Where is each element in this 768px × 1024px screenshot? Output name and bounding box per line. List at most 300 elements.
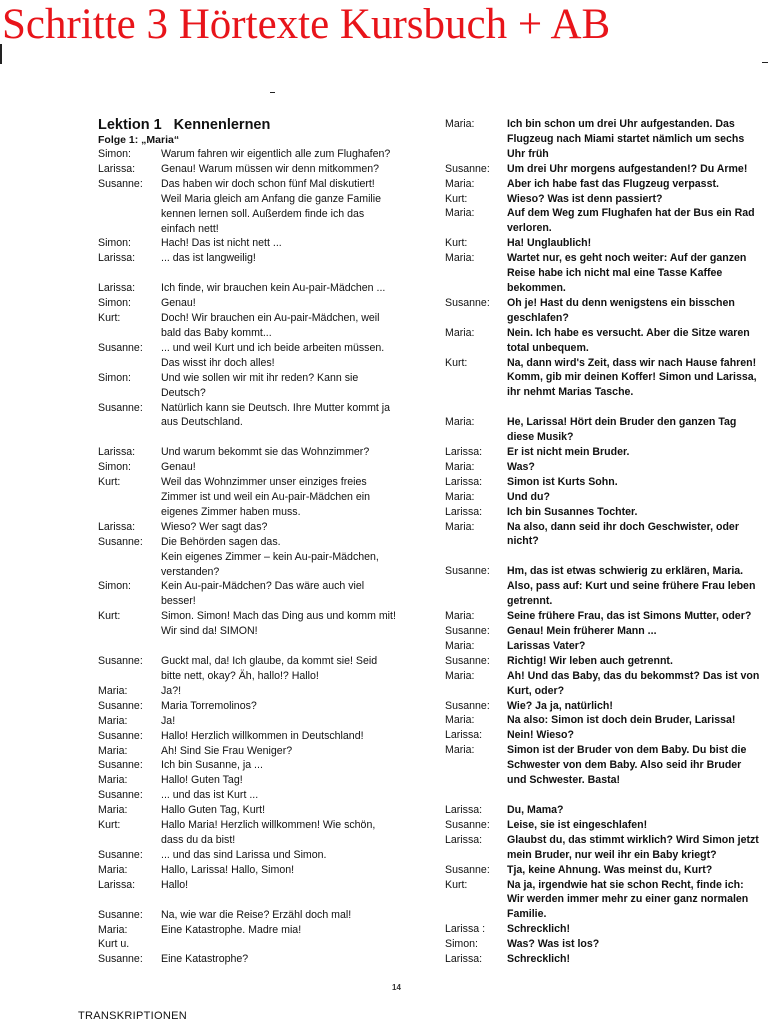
dialogue-line xyxy=(98,147,420,162)
dialogue-line xyxy=(445,460,765,475)
dialogue-line xyxy=(445,177,765,192)
dialogue-text: Also, pass auf: Kurt und seine frühere Frau leben xyxy=(507,580,756,593)
dialogue-text: nicht? xyxy=(507,535,539,548)
dialogue-text: aus Deutschland. xyxy=(161,416,243,429)
dialogue-text: Das wisst ihr doch alles! xyxy=(161,356,275,369)
dialogue-line xyxy=(445,162,765,177)
dialogue-line xyxy=(445,594,765,609)
dialogue-text: He, Larissa! Hört dein Bruder den ganzen Tag xyxy=(507,416,737,429)
dialogue-text: Weil Maria gleich am Anfang die ganze Familie xyxy=(161,192,382,205)
dialogue-line xyxy=(445,475,765,490)
dialogue-line xyxy=(445,370,765,385)
speaker-label: Susanne: xyxy=(98,655,143,668)
speaker-label: Kurt: xyxy=(445,192,468,205)
dialogue-text: Warum fahren wir eigentlich alle zum Flughafen? xyxy=(161,148,391,160)
speaker-label: Simon: xyxy=(445,938,478,951)
dialogue-text: ... und weil Kurt und ich beide arbeiten müssen. xyxy=(161,341,385,354)
dialogue-line xyxy=(445,922,765,937)
dialogue-text: Was? Was ist los? xyxy=(507,938,600,951)
speaker-label: Larissa: xyxy=(445,953,483,966)
speaker-label: Maria: xyxy=(445,460,475,473)
dialogue-line xyxy=(98,579,420,594)
speaker-label: Simon: xyxy=(98,371,131,384)
dialogue-text xyxy=(161,937,420,952)
speaker-label: Maria: xyxy=(445,744,475,757)
dialogue-text: Simon ist Kurts Sohn. xyxy=(507,475,618,488)
dialogue-text: Die Behörden sagen das. xyxy=(161,535,281,548)
dialogue-line xyxy=(98,162,420,177)
speaker-label xyxy=(98,833,161,848)
speaker-label: Susanne: xyxy=(98,848,143,861)
dialogue-text: Und wie sollen wir mit ihr reden? Kann sie xyxy=(161,371,359,384)
dialogue-line xyxy=(98,803,420,818)
episode-title: Folge 1: „Maria“ xyxy=(98,134,180,146)
speaker-label xyxy=(98,192,161,207)
dialogue-text: Genau! Mein früherer Mann ... xyxy=(507,625,657,637)
speaker-label: Kurt: xyxy=(445,356,468,369)
dialogue-text: Auf dem Weg zum Flughafen hat der Bus ein Rad xyxy=(507,207,755,220)
dialogue-line xyxy=(445,192,765,207)
dialogue-line xyxy=(445,221,765,236)
dialogue-line xyxy=(98,773,420,788)
dialogue-line xyxy=(98,565,420,580)
dialogue-line xyxy=(98,729,420,744)
dialogue-line xyxy=(98,341,420,356)
dialogue-text: verloren. xyxy=(507,222,552,235)
dialogue-line xyxy=(98,654,420,669)
dialogue-line xyxy=(445,713,765,728)
dialogue-text: Wieso? Wer sagt das? xyxy=(161,520,268,533)
dialogue-text: Aber ich habe fast das Flugzeug verpasst. xyxy=(507,177,719,190)
speaker-label: Maria: xyxy=(445,177,475,190)
dialogue-text: Leise, sie ist eingeschlafen! xyxy=(507,818,648,831)
speaker-label: Larissa: xyxy=(98,878,136,891)
margin-mark xyxy=(270,92,275,93)
scene-break xyxy=(98,430,420,445)
dialogue-line xyxy=(445,937,765,952)
speaker-label xyxy=(445,147,507,162)
speaker-label: Maria: xyxy=(445,669,475,682)
dialogue-text: Wie? Ja ja, natürlich! xyxy=(507,699,613,712)
speaker-label: Susanne: xyxy=(98,699,143,712)
speaker-label xyxy=(445,579,507,594)
dialogue-text: Glaubst du, das stimmt wirklich? Wird Simon jetzt xyxy=(507,833,759,846)
speaker-label: Larissa: xyxy=(98,162,136,175)
lesson-title: Kennenlernen xyxy=(173,117,271,133)
dialogue-text: Seine frühere Frau, das ist Simons Mutter, oder? xyxy=(507,610,752,623)
dialogue-line xyxy=(98,684,420,699)
speaker-label xyxy=(445,430,507,445)
page-number: 14 xyxy=(392,983,401,992)
dialogue-text: Larissas Vater? xyxy=(507,639,586,652)
dialogue-text: Ja?! xyxy=(161,684,182,697)
speaker-label xyxy=(445,341,507,356)
dialogue-text: kennen lernen soll. Außerdem finde ich das xyxy=(161,207,365,220)
speaker-label: Kurt: xyxy=(98,819,121,832)
dialogue-text: Kein Au-pair-Mädchen? Das wäre auch viel xyxy=(161,580,365,593)
dialogue-text: bitte nett, okay? Äh, hallo!? Hallo! xyxy=(161,670,319,682)
dialogue-line xyxy=(98,788,420,803)
dialogue-line xyxy=(98,415,420,430)
dialogue-text: Ja! xyxy=(161,714,176,727)
speaker-label: Susanne: xyxy=(98,401,143,414)
speaker-label: Maria: xyxy=(98,923,128,936)
dialogue-text: Na also: Simon ist doch dein Bruder, Larissa! xyxy=(507,714,736,727)
dialogue-line xyxy=(445,803,765,818)
dialogue-line xyxy=(445,878,765,893)
dialogue-line xyxy=(445,385,765,400)
speaker-label xyxy=(98,415,161,430)
speaker-label xyxy=(445,311,507,326)
dialogue-text: Maria Torremolinos? xyxy=(161,699,257,712)
dialogue-text: Hallo! Guten Tag! xyxy=(161,774,243,787)
speaker-label: Simon: xyxy=(98,580,131,593)
dialogue-text: Ich finde, wir brauchen kein Au-pair-Mädchen ... xyxy=(161,282,386,295)
speaker-label: Maria: xyxy=(445,490,475,503)
dialogue-text: Richtig! Wir leben auch getrennt. xyxy=(507,654,673,667)
transcript-column-left xyxy=(98,117,420,967)
speaker-label: Susanne: xyxy=(445,654,490,667)
dialogue-text: Hach! Das ist nicht nett ... xyxy=(161,237,282,250)
dialogue-text: ihr nehmt Marias Tasche. xyxy=(507,386,634,399)
dialogue-line xyxy=(445,639,765,654)
dialogue-text: Ha! Unglaublich! xyxy=(507,237,592,250)
dialogue-line xyxy=(98,490,420,505)
dialogue-line xyxy=(98,520,420,535)
dialogue-line xyxy=(98,818,420,833)
dialogue-text: Hallo Guten Tag, Kurt! xyxy=(161,804,266,817)
dialogue-line xyxy=(445,326,765,341)
dialogue-line xyxy=(445,132,765,147)
dialogue-text: Na ja, irgendwie hat sie schon Recht, finde ich: xyxy=(507,878,744,891)
dialogue-text: Das haben wir doch schon fünf Mal diskutiert! xyxy=(161,177,375,190)
speaker-label: Maria: xyxy=(445,118,475,130)
speaker-label: Larissa : xyxy=(445,923,486,936)
speaker-label: Susanne: xyxy=(445,296,490,309)
dialogue-line xyxy=(445,251,765,266)
dialogue-line xyxy=(98,550,420,565)
dialogue-text: Kein eigenes Zimmer – kein Au-pair-Mädchen, xyxy=(161,550,379,563)
speaker-label: Kurt: xyxy=(98,476,121,489)
speaker-label xyxy=(98,550,161,565)
dialogue-text: Ah! Sind Sie Frau Weniger? xyxy=(161,744,293,757)
dialogue-line xyxy=(98,192,420,207)
speaker-label: Larissa: xyxy=(98,252,136,265)
speaker-label: Susanne: xyxy=(445,625,490,637)
speaker-label xyxy=(445,684,507,699)
speaker-label: Larissa: xyxy=(98,520,136,533)
speaker-label: Maria: xyxy=(445,326,475,339)
dialogue-text: Na also, dann seid ihr doch Geschwister, oder xyxy=(507,520,739,533)
speaker-label: Simon: xyxy=(98,297,131,310)
speaker-label xyxy=(98,207,161,222)
dialogue-line xyxy=(445,430,765,445)
speaker-label xyxy=(445,221,507,236)
dialogue-line xyxy=(445,818,765,833)
dialogue-text: Reise habe ich nicht mal eine Tasse Kaffee xyxy=(507,267,723,280)
scene-break xyxy=(445,400,765,415)
dialogue-text: Ah! Und das Baby, das du bekommst? Das ist von xyxy=(507,669,760,682)
speaker-label: Susanne: xyxy=(98,953,143,966)
dialogue-text: Eine Katastrophe? xyxy=(161,953,249,966)
dialogue-text: ... und das ist Kurt ... xyxy=(161,789,259,802)
dialogue-text: bald das Baby kommt... xyxy=(161,326,272,339)
dialogue-text: Hallo! Herzlich willkommen in Deutschland! xyxy=(161,729,364,742)
dialogue-text: Schwester von dem Baby. Also seid ihr Bruder xyxy=(507,759,742,772)
dialogue-line xyxy=(445,863,765,878)
speaker-label xyxy=(98,326,161,341)
dialogue-line xyxy=(445,773,765,788)
speaker-label: Maria: xyxy=(98,684,128,697)
dialogue-line xyxy=(445,236,765,251)
dialogue-line xyxy=(445,341,765,356)
speaker-label xyxy=(98,222,161,237)
dialogue-line xyxy=(445,728,765,743)
section-footer: TRANSKRIPTIONEN xyxy=(78,1010,188,1022)
dialogue-text: verstanden? xyxy=(161,565,220,578)
speaker-label xyxy=(445,534,507,549)
speaker-label: Larissa: xyxy=(98,446,136,459)
dialogue-text: Genau! xyxy=(161,461,196,474)
dialogue-text: Du, Mama? xyxy=(507,803,564,816)
dialogue-text: Oh je! Hast du denn wenigstens ein bisschen xyxy=(507,296,735,309)
speaker-label xyxy=(98,386,161,401)
dialogue-text: ... das ist langweilig! xyxy=(161,252,256,265)
speaker-label: Kurt: xyxy=(445,878,468,891)
dialogue-text: Na, wie war die Reise? Erzähl doch mal! xyxy=(161,908,352,921)
dialogue-text: Und warum bekommt sie das Wohnzimmer? xyxy=(161,446,370,459)
speaker-label: Maria: xyxy=(445,520,475,533)
dialogue-text: Familie. xyxy=(507,908,547,921)
dialogue-text: Wieso? Was ist denn passiert? xyxy=(507,192,663,205)
dialogue-text: Hallo! xyxy=(161,878,189,891)
dialogue-line xyxy=(98,326,420,341)
dialogue-text: Natürlich kann sie Deutsch. Ihre Mutter kommt ja xyxy=(161,401,391,414)
speaker-label: Larissa: xyxy=(445,729,483,742)
dialogue-line xyxy=(98,445,420,460)
speaker-label xyxy=(445,132,507,147)
dialogue-line xyxy=(98,624,420,639)
speaker-label: Maria: xyxy=(98,774,128,787)
dialogue-line xyxy=(98,311,420,326)
speaker-label xyxy=(98,565,161,580)
dialogue-line xyxy=(98,937,420,952)
speaker-label: Kurt u. xyxy=(98,938,130,951)
dialogue-line xyxy=(445,415,765,430)
dialogue-text: Doch! Wir brauchen ein Au-pair-Mädchen, weil xyxy=(161,312,380,325)
speaker-label: Simon: xyxy=(98,461,131,474)
speaker-label xyxy=(445,773,507,788)
dialogue-line xyxy=(98,833,420,848)
dialogue-text: dass du da bist! xyxy=(161,833,236,846)
dialogue-line xyxy=(98,177,420,192)
scene-break xyxy=(98,893,420,908)
speaker-label xyxy=(98,505,161,520)
margin-mark xyxy=(762,62,768,63)
dialogue-line xyxy=(98,609,420,624)
dialogue-line xyxy=(445,311,765,326)
lesson-number: Lektion 1 xyxy=(98,117,162,133)
dialogue-line xyxy=(98,952,420,967)
dialogue-line xyxy=(98,923,420,938)
dialogue-text: Komm, gib mir deinen Koffer! Simon und Larissa, xyxy=(507,371,757,384)
dialogue-text: ... und das sind Larissa und Simon. xyxy=(161,848,327,861)
transcript-column-right xyxy=(445,117,765,967)
dialogue-line xyxy=(445,296,765,311)
dialogue-list-right xyxy=(445,117,765,967)
speaker-label: Maria: xyxy=(445,252,475,265)
dialogue-line xyxy=(98,251,420,266)
dialogue-text: Ich bin schon um drei Uhr aufgestanden. Das xyxy=(507,118,735,130)
dialogue-line xyxy=(445,534,765,549)
speaker-label: Susanne: xyxy=(445,863,490,876)
dialogue-text: geschlafen? xyxy=(507,311,569,324)
dialogue-line xyxy=(98,878,420,893)
dialogue-line xyxy=(445,445,765,460)
dialogue-text: Hallo Maria! Herzlich willkommen! Wie schön, xyxy=(161,819,376,832)
dialogue-line xyxy=(445,266,765,281)
dialogue-text: einfach nett! xyxy=(161,222,219,235)
speaker-label xyxy=(445,594,507,609)
dialogue-text: Und du? xyxy=(507,490,550,503)
dialogue-line xyxy=(98,296,420,311)
dialogue-line xyxy=(445,743,765,758)
dialogue-text: Na, dann wird's Zeit, dass wir nach Hause fahren! xyxy=(507,356,757,369)
speaker-label xyxy=(445,907,507,922)
dialogue-line xyxy=(98,594,420,609)
speaker-label: Kurt: xyxy=(98,610,121,623)
speaker-label: Susanne: xyxy=(98,177,143,190)
speaker-label xyxy=(445,385,507,400)
dialogue-line xyxy=(98,371,420,386)
dialogue-text: Kurt, oder? xyxy=(507,684,565,697)
dialogue-text: besser! xyxy=(161,595,196,608)
dialogue-text: eigenes Zimmer haben muss. xyxy=(161,505,301,518)
dialogue-line xyxy=(98,386,420,401)
speaker-label: Maria: xyxy=(98,744,128,757)
speaker-label: Susanne: xyxy=(98,908,143,921)
dialogue-text: Wir werden immer mehr zu einer ganz normalen xyxy=(507,893,749,906)
dialogue-line xyxy=(445,147,765,162)
dialogue-line xyxy=(445,505,765,520)
speaker-label: Maria: xyxy=(445,416,475,429)
dialogue-line xyxy=(98,207,420,222)
dialogue-text: total unbequem. xyxy=(507,341,589,354)
dialogue-line xyxy=(98,505,420,520)
speaker-label: Susanne: xyxy=(445,565,490,578)
speaker-label: Larissa: xyxy=(445,446,483,459)
dialogue-line xyxy=(98,744,420,759)
dialogue-line xyxy=(98,475,420,490)
dialogue-text: mein Bruder, nur weil ihr ein Baby kriegt? xyxy=(507,848,717,861)
speaker-label xyxy=(445,370,507,385)
speaker-label xyxy=(98,594,161,609)
dialogue-text: Um drei Uhr morgens aufgestanden!? Du Arme! xyxy=(507,162,748,175)
speaker-label: Maria: xyxy=(98,804,128,817)
scene-break xyxy=(445,549,765,564)
dialogue-line xyxy=(445,206,765,221)
document-title: Schritte 3 Hörtexte Kursbuch + AB xyxy=(2,1,611,48)
dialogue-line xyxy=(445,490,765,505)
dialogue-line xyxy=(445,833,765,848)
dialogue-text: Ich bin Susannes Tochter. xyxy=(507,505,638,518)
dialogue-line xyxy=(98,714,420,729)
dialogue-text: Wir sind da! SIMON! xyxy=(161,625,258,638)
dialogue-text: diese Musik? xyxy=(507,431,574,444)
dialogue-list-left xyxy=(98,147,420,967)
dialogue-text: und Schwester. Basta! xyxy=(507,774,621,787)
speaker-label: Maria: xyxy=(98,863,128,876)
dialogue-text: Schrecklich! xyxy=(507,923,571,936)
speaker-label: Susanne: xyxy=(98,759,143,772)
dialogue-line xyxy=(445,758,765,773)
dialogue-text: Flugzeug nach Miami startet nämlich um sechs xyxy=(507,132,745,145)
dialogue-line xyxy=(445,907,765,922)
dialogue-text: Weil das Wohnzimmer unser einziges freies xyxy=(161,476,367,489)
dialogue-text: getrennt. xyxy=(507,595,553,608)
dialogue-line xyxy=(98,908,420,923)
scene-break xyxy=(98,266,420,281)
dialogue-line xyxy=(445,356,765,371)
speaker-label: Kurt: xyxy=(445,237,468,250)
dialogue-text: Ich bin Susanne, ja ... xyxy=(161,759,263,772)
speaker-label: Maria: xyxy=(445,610,475,623)
scene-break xyxy=(98,639,420,654)
dialogue-line xyxy=(445,848,765,863)
speaker-label: Susanne: xyxy=(98,341,143,354)
speaker-label xyxy=(98,669,161,684)
speaker-label: Larissa: xyxy=(445,833,483,846)
lesson-heading xyxy=(98,117,420,134)
dialogue-text: Tja, keine Ahnung. Was meinst du, Kurt? xyxy=(507,863,713,876)
dialogue-line xyxy=(445,520,765,535)
speaker-label: Maria: xyxy=(445,639,475,652)
dialogue-line xyxy=(98,236,420,251)
margin-mark xyxy=(0,44,2,64)
dialogue-text: Nein! Wieso? xyxy=(507,729,575,742)
speaker-label: Susanne: xyxy=(445,699,490,712)
speaker-label xyxy=(445,892,507,907)
speaker-label xyxy=(98,356,161,371)
dialogue-text: Guckt mal, da! Ich glaube, da kommt sie! Seid xyxy=(161,655,378,668)
speaker-label: Susanne: xyxy=(98,729,143,742)
dialogue-line xyxy=(98,669,420,684)
speaker-label xyxy=(445,848,507,863)
speaker-label: Maria: xyxy=(445,714,475,727)
speaker-label xyxy=(445,266,507,281)
dialogue-line xyxy=(445,281,765,296)
dialogue-line xyxy=(445,609,765,624)
dialogue-text: Eine Katastrophe. Madre mia! xyxy=(161,923,302,936)
dialogue-text: Schrecklich! xyxy=(507,953,571,966)
dialogue-text: Simon ist der Bruder von dem Baby. Du bist die xyxy=(507,744,747,757)
dialogue-line xyxy=(445,564,765,579)
speaker-label: Maria: xyxy=(445,207,475,220)
dialogue-line xyxy=(98,848,420,863)
speaker-label: Kurt: xyxy=(98,312,121,325)
speaker-label xyxy=(445,281,507,296)
dialogue-line xyxy=(98,356,420,371)
speaker-label: Larissa: xyxy=(445,803,483,816)
speaker-label xyxy=(98,624,161,639)
speaker-label: Larissa: xyxy=(445,505,483,518)
dialogue-text: Genau! xyxy=(161,297,196,310)
dialogue-line xyxy=(445,624,765,639)
dialogue-text: Zimmer ist und weil ein Au-pair-Mädchen ein xyxy=(161,491,371,504)
dialogue-line xyxy=(445,579,765,594)
speaker-label: Susanne: xyxy=(445,818,490,831)
dialogue-line xyxy=(98,699,420,714)
